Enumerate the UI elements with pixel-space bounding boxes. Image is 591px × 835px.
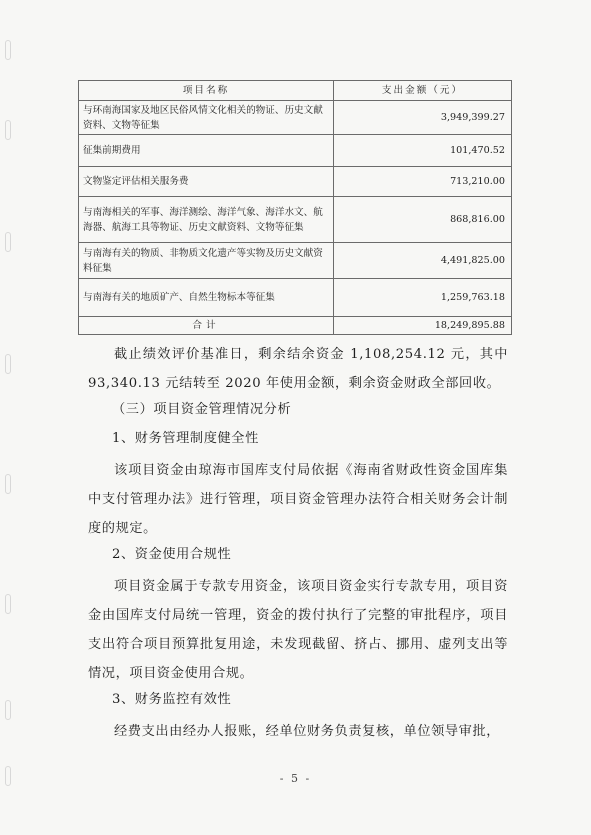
table-row	[79, 101, 512, 135]
expenditure-table	[78, 80, 512, 335]
binding-mark	[5, 594, 11, 614]
amount-cell: 868,816.00	[334, 197, 512, 243]
amount-cell: 3,949,399.27	[334, 101, 512, 135]
amount-cell: 713,210.00	[334, 167, 512, 197]
financial-system-paragraph: 该项目资金由琼海市国库支付局依据《海南省财政性资金国库集中支付管理办法》进行管理，项目资金管理办法符合相关财务会计制度的规定。	[88, 463, 508, 536]
page-number: - 5 -	[279, 772, 312, 785]
binding-mark	[5, 40, 11, 60]
table-row	[79, 135, 512, 167]
item-name-cell: 与南海相关的军事、海洋测绘、海洋气象、海洋水文、航海器、航海工具等物证、历史文献资料、文物等征集	[79, 197, 334, 243]
table-row	[79, 197, 512, 243]
binding-mark	[5, 120, 11, 140]
table-row	[79, 243, 512, 279]
financial-monitoring-paragraph: 经费支出由经办人报账，经单位财务负责复核，单位领导审批，	[114, 724, 501, 739]
fund-compliance-paragraph: 项目资金属于专款专用资金，该项目资金实行专款专用，项目资金由国库支付局统一管理，资金的拨付执行了完整的审批程序，项目支出符合项目预算批复用途，未发现截留、挤占、挪用、虚列支出等情况，项目资金使用合规。	[88, 579, 508, 681]
subheading-fund-compliance: 2、资金使用合规性	[112, 547, 232, 562]
item-name-cell: 与南海有关的物质、非物质文化遗产等实物及历史文献资料征集	[79, 243, 334, 279]
balance-paragraph: 截止绩效评价基准日，剩余结余资金 1,108,254.12 元，其中 93,340.13 元结转至 2020 年使用金额，剩余资金财政全部回收。	[88, 347, 508, 391]
item-name-cell: 文物鉴定评估相关服务费	[79, 167, 334, 197]
total-amount: 18,249,895.88	[334, 317, 512, 335]
subheading-financial-monitoring: 3、财务监控有效性	[112, 692, 232, 707]
amount-cell: 4,491,825.00	[334, 243, 512, 279]
binding-hole-marks	[0, 0, 14, 835]
table-total-row	[79, 317, 512, 335]
amount-cell: 1,259,763.18	[334, 279, 512, 317]
binding-mark	[5, 354, 11, 374]
column-header-amount: 支出金额（元）	[334, 81, 512, 101]
column-header-item-name: 项目名称	[79, 81, 334, 101]
binding-mark	[5, 700, 11, 720]
item-name-cell: 征集前期费用	[79, 135, 334, 167]
amount-cell: 101,470.52	[334, 135, 512, 167]
table-row	[79, 279, 512, 317]
table-header-row	[79, 81, 512, 101]
total-label: 合计	[79, 317, 334, 335]
binding-mark	[5, 474, 11, 494]
table-row	[79, 167, 512, 197]
section-heading: （三）项目资金管理情况分析	[112, 402, 292, 417]
binding-mark	[5, 232, 11, 252]
item-name-cell: 与南海有关的地质矿产、自然生物标本等征集	[79, 279, 334, 317]
item-name-cell: 与环南海国家及地区民俗风情文化相关的物证、历史文献资料、文物等征集	[79, 101, 334, 135]
subheading-financial-system: 1、财务管理制度健全性	[112, 431, 259, 446]
